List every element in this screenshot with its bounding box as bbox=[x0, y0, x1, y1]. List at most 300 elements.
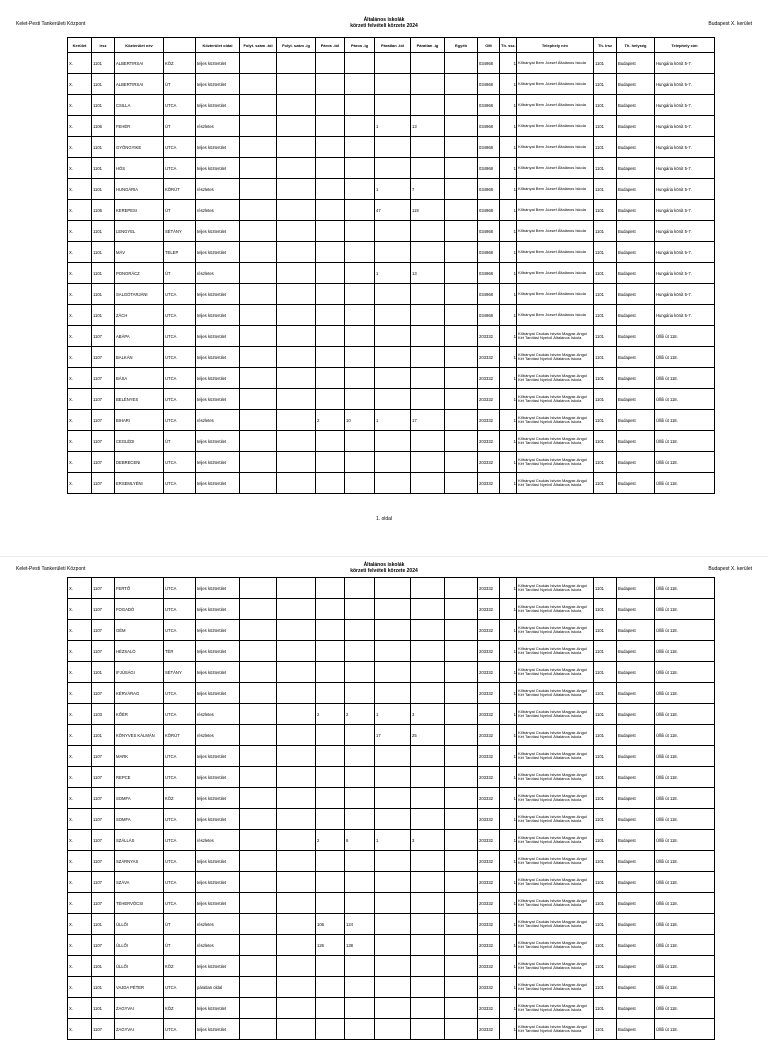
street-side-cell: teljes közterület bbox=[196, 578, 240, 599]
cont-to-cell bbox=[277, 305, 316, 326]
cont-from-cell bbox=[240, 788, 277, 809]
other-cell bbox=[445, 788, 478, 809]
cont-from-cell bbox=[240, 851, 277, 872]
site-no-cell: 1 bbox=[500, 137, 517, 158]
even-to-cell: 2 bbox=[345, 704, 375, 725]
om-cell: 203332 bbox=[478, 368, 500, 389]
om-cell: 034968 bbox=[478, 221, 500, 242]
site-postcode-cell: 1101 bbox=[594, 389, 617, 410]
cont-to-cell bbox=[277, 326, 316, 347]
district-cell: X. bbox=[68, 725, 92, 746]
site-address-cell: Hungária körút 5-7. bbox=[655, 305, 715, 326]
site-no-cell: 1 bbox=[500, 326, 517, 347]
table-row bbox=[68, 704, 715, 725]
street-side-cell: teljes közterület bbox=[196, 158, 240, 179]
street-name-cell: ZÁCH bbox=[115, 305, 164, 326]
street-side-cell: részletes bbox=[196, 263, 240, 284]
district-cell: X. bbox=[68, 95, 92, 116]
site-no-cell: 1 bbox=[500, 578, 517, 599]
site-city-cell: Budapest bbox=[617, 851, 655, 872]
street-type-cell: UTCA bbox=[164, 473, 196, 494]
odd-to-cell bbox=[411, 242, 445, 263]
site-name-cell: Kőbányai Csukás István Magyar-Angol Két Tanítási Nyelvű Általános Iskola bbox=[517, 893, 594, 914]
site-address-cell: Üllői út 118. bbox=[655, 788, 715, 809]
cont-to-cell bbox=[277, 977, 316, 998]
odd-to-cell bbox=[411, 851, 445, 872]
postcode-cell: 1107 bbox=[92, 431, 115, 452]
odd-to-cell: 119 bbox=[411, 200, 445, 221]
district-cell: X. bbox=[68, 683, 92, 704]
street-type-cell: KÖRÚT bbox=[164, 725, 196, 746]
odd-from-cell bbox=[375, 578, 411, 599]
street-side-cell: teljes közterület bbox=[196, 305, 240, 326]
postcode-cell: 1107 bbox=[92, 620, 115, 641]
street-type-cell: UTCA bbox=[164, 851, 196, 872]
om-cell: 203332 bbox=[478, 788, 500, 809]
postcode-cell: 1101 bbox=[92, 242, 115, 263]
column-header: Páratlan -tól bbox=[375, 38, 411, 53]
site-no-cell: 1 bbox=[500, 452, 517, 473]
even-to-cell bbox=[345, 851, 375, 872]
postcode-cell: 1101 bbox=[92, 305, 115, 326]
street-side-cell: teljes közterület bbox=[196, 347, 240, 368]
street-type-cell: UTCA bbox=[164, 305, 196, 326]
street-side-cell: részletes bbox=[196, 914, 240, 935]
site-no-cell: 1 bbox=[500, 746, 517, 767]
even-from-cell bbox=[316, 179, 345, 200]
other-cell bbox=[445, 956, 478, 977]
organization-name: Kelet-Pesti Tankerületi Központ bbox=[16, 566, 86, 572]
postcode-cell: 1107 bbox=[92, 599, 115, 620]
street-type-cell: SÉTÁNY bbox=[164, 662, 196, 683]
postcode-cell: 1107 bbox=[92, 368, 115, 389]
odd-from-cell bbox=[375, 389, 411, 410]
street-name-cell: SZÁVA bbox=[115, 872, 164, 893]
street-side-cell: teljes közterület bbox=[196, 1019, 240, 1040]
odd-to-cell bbox=[411, 578, 445, 599]
postcode-cell: 1107 bbox=[92, 578, 115, 599]
site-city-cell: Budapest bbox=[617, 662, 655, 683]
site-address-cell: Hungária körút 5-7. bbox=[655, 221, 715, 242]
odd-from-cell bbox=[375, 977, 411, 998]
table-row bbox=[68, 767, 715, 788]
even-from-cell bbox=[316, 431, 345, 452]
even-to-cell: 138 bbox=[345, 935, 375, 956]
even-to-cell bbox=[345, 116, 375, 137]
even-from-cell bbox=[316, 746, 345, 767]
odd-from-cell bbox=[375, 683, 411, 704]
district-cell: X. bbox=[68, 872, 92, 893]
cont-to-cell bbox=[277, 746, 316, 767]
table-row bbox=[68, 200, 715, 221]
site-address-cell: Hungária körút 5-7. bbox=[655, 263, 715, 284]
street-type-cell: TÉR bbox=[164, 641, 196, 662]
site-postcode-cell: 1101 bbox=[594, 158, 617, 179]
odd-from-cell bbox=[375, 1019, 411, 1040]
other-cell bbox=[445, 725, 478, 746]
even-to-cell: 10 bbox=[345, 410, 375, 431]
cont-from-cell bbox=[240, 809, 277, 830]
site-name-cell: Kőbányai Bem József Általános Iskola bbox=[517, 221, 594, 242]
site-postcode-cell: 1101 bbox=[594, 74, 617, 95]
site-address-cell: Üllői út 118. bbox=[655, 578, 715, 599]
street-type-cell: UTCA bbox=[164, 683, 196, 704]
om-cell: 203332 bbox=[478, 935, 500, 956]
even-from-cell bbox=[316, 452, 345, 473]
odd-to-cell bbox=[411, 305, 445, 326]
district-cell: X. bbox=[68, 242, 92, 263]
other-cell bbox=[445, 872, 478, 893]
odd-from-cell bbox=[375, 305, 411, 326]
postcode-cell: 1107 bbox=[92, 473, 115, 494]
site-city-cell: Budapest bbox=[617, 242, 655, 263]
odd-to-cell bbox=[411, 746, 445, 767]
column-header: Közterület név bbox=[115, 38, 164, 53]
even-from-cell bbox=[316, 578, 345, 599]
postcode-cell: 1107 bbox=[92, 830, 115, 851]
cont-to-cell bbox=[277, 830, 316, 851]
cont-to-cell bbox=[277, 683, 316, 704]
even-from-cell bbox=[316, 956, 345, 977]
site-name-cell: Kőbányai Bem József Általános Iskola bbox=[517, 137, 594, 158]
site-name-cell: Kőbányai Csukás István Magyar-Angol Két Tanítási Nyelvű Általános Iskola bbox=[517, 473, 594, 494]
cont-from-cell bbox=[240, 767, 277, 788]
site-city-cell: Budapest bbox=[617, 683, 655, 704]
street-name-cell: IFJÚSÁGI bbox=[115, 662, 164, 683]
site-city-cell: Budapest bbox=[617, 473, 655, 494]
even-to-cell bbox=[345, 284, 375, 305]
cont-from-cell bbox=[240, 452, 277, 473]
other-cell bbox=[445, 158, 478, 179]
cont-to-cell bbox=[277, 74, 316, 95]
street-side-cell: teljes közterület bbox=[196, 389, 240, 410]
cont-from-cell bbox=[240, 263, 277, 284]
om-cell: 034968 bbox=[478, 179, 500, 200]
odd-from-cell bbox=[375, 221, 411, 242]
cont-to-cell bbox=[277, 872, 316, 893]
odd-to-cell bbox=[411, 53, 445, 74]
column-header: Egyéb bbox=[445, 38, 478, 53]
district-cell: X. bbox=[68, 599, 92, 620]
site-address-cell: Hungária körút 5-7. bbox=[655, 74, 715, 95]
site-city-cell: Budapest bbox=[617, 431, 655, 452]
postcode-cell: 1107 bbox=[92, 683, 115, 704]
cont-to-cell bbox=[277, 116, 316, 137]
odd-from-cell bbox=[375, 662, 411, 683]
street-side-cell: teljes közterület bbox=[196, 998, 240, 1019]
site-postcode-cell: 1101 bbox=[594, 95, 617, 116]
site-address-cell: Üllői út 118. bbox=[655, 704, 715, 725]
even-from-cell bbox=[316, 95, 345, 116]
site-name-cell: Kőbányai Csukás István Magyar-Angol Két Tanítási Nyelvű Általános Iskola bbox=[517, 1019, 594, 1040]
odd-to-cell bbox=[411, 599, 445, 620]
street-side-cell: teljes közterület bbox=[196, 284, 240, 305]
site-no-cell: 1 bbox=[500, 956, 517, 977]
cont-from-cell bbox=[240, 998, 277, 1019]
site-city-cell: Budapest bbox=[617, 914, 655, 935]
other-cell bbox=[445, 221, 478, 242]
om-cell: 203332 bbox=[478, 431, 500, 452]
site-city-cell: Budapest bbox=[617, 767, 655, 788]
cont-to-cell bbox=[277, 578, 316, 599]
cont-from-cell bbox=[240, 725, 277, 746]
postcode-cell: 1101 bbox=[92, 53, 115, 74]
site-no-cell: 1 bbox=[500, 725, 517, 746]
om-cell: 203332 bbox=[478, 851, 500, 872]
site-name-cell: Kőbányai Csukás István Magyar-Angol Két Tanítási Nyelvű Általános Iskola bbox=[517, 368, 594, 389]
even-from-cell bbox=[316, 641, 345, 662]
street-type-cell: UTCA bbox=[164, 746, 196, 767]
cont-to-cell bbox=[277, 53, 316, 74]
postcode-cell: 1101 bbox=[92, 998, 115, 1019]
other-cell bbox=[445, 305, 478, 326]
cont-to-cell bbox=[277, 179, 316, 200]
street-type-cell: UTCA bbox=[164, 452, 196, 473]
column-header: Kerület bbox=[68, 38, 92, 53]
even-from-cell bbox=[316, 977, 345, 998]
site-postcode-cell: 1101 bbox=[594, 179, 617, 200]
even-from-cell bbox=[316, 998, 345, 1019]
postcode-cell: 1107 bbox=[92, 872, 115, 893]
site-no-cell: 1 bbox=[500, 914, 517, 935]
even-from-cell bbox=[316, 221, 345, 242]
site-name-cell: Kőbányai Bem József Általános Iskola bbox=[517, 200, 594, 221]
table-row bbox=[68, 599, 715, 620]
site-no-cell: 1 bbox=[500, 872, 517, 893]
site-no-cell: 1 bbox=[500, 809, 517, 830]
even-to-cell bbox=[345, 158, 375, 179]
odd-to-cell bbox=[411, 473, 445, 494]
street-type-cell: UTCA bbox=[164, 347, 196, 368]
district-cell: X. bbox=[68, 578, 92, 599]
street-name-cell: HÓS bbox=[115, 158, 164, 179]
street-side-cell: teljes közterület bbox=[196, 452, 240, 473]
street-type-cell: TELEP bbox=[164, 242, 196, 263]
site-address-cell: Üllői út 118. bbox=[655, 410, 715, 431]
street-name-cell: ZAGYVAI bbox=[115, 1019, 164, 1040]
odd-from-cell bbox=[375, 935, 411, 956]
cont-from-cell bbox=[240, 872, 277, 893]
site-name-cell: Kőbányai Csukás István Magyar-Angol Két Tanítási Nyelvű Általános Iskola bbox=[517, 914, 594, 935]
street-type-cell: UTCA bbox=[164, 767, 196, 788]
cont-to-cell bbox=[277, 662, 316, 683]
cont-to-cell bbox=[277, 725, 316, 746]
site-postcode-cell: 1101 bbox=[594, 578, 617, 599]
street-name-cell: KŐÉR bbox=[115, 704, 164, 725]
even-to-cell bbox=[345, 998, 375, 1019]
site-address-cell: Üllői út 118. bbox=[655, 641, 715, 662]
table-row bbox=[68, 893, 715, 914]
site-city-cell: Budapest bbox=[617, 116, 655, 137]
street-side-cell: teljes közterület bbox=[196, 599, 240, 620]
table-row bbox=[68, 914, 715, 935]
cont-from-cell bbox=[240, 935, 277, 956]
other-cell bbox=[445, 179, 478, 200]
om-cell: 203332 bbox=[478, 956, 500, 977]
district-cell: X. bbox=[68, 704, 92, 725]
site-postcode-cell: 1101 bbox=[594, 473, 617, 494]
site-postcode-cell: 1101 bbox=[594, 851, 617, 872]
street-type-cell: UTCA bbox=[164, 410, 196, 431]
district-cell: X. bbox=[68, 851, 92, 872]
site-name-cell: Kőbányai Bem József Általános Iskola bbox=[517, 116, 594, 137]
street-type-cell: ÚT bbox=[164, 74, 196, 95]
table-row bbox=[68, 431, 715, 452]
site-name-cell: Kőbányai Csukás István Magyar-Angol Két Tanítási Nyelvű Általános Iskola bbox=[517, 641, 594, 662]
site-postcode-cell: 1101 bbox=[594, 368, 617, 389]
site-address-cell: Üllői út 118. bbox=[655, 368, 715, 389]
odd-to-cell bbox=[411, 326, 445, 347]
cont-from-cell bbox=[240, 473, 277, 494]
odd-from-cell bbox=[375, 956, 411, 977]
street-type-cell: UTCA bbox=[164, 893, 196, 914]
street-name-cell: ÜLLŐI bbox=[115, 956, 164, 977]
district-cell: X. bbox=[68, 284, 92, 305]
om-cell: 034968 bbox=[478, 305, 500, 326]
postcode-cell: 1107 bbox=[92, 326, 115, 347]
site-name-cell: Kőbányai Bem József Általános Iskola bbox=[517, 53, 594, 74]
street-type-cell: ÚT bbox=[164, 116, 196, 137]
even-from-cell bbox=[316, 158, 345, 179]
street-side-cell: teljes közterület bbox=[196, 221, 240, 242]
postcode-cell: 1107 bbox=[92, 935, 115, 956]
even-to-cell bbox=[345, 788, 375, 809]
site-no-cell: 1 bbox=[500, 893, 517, 914]
site-name-cell: Kőbányai Csukás István Magyar-Angol Két Tanítási Nyelvű Általános Iskola bbox=[517, 683, 594, 704]
site-name-cell: Kőbányai Csukás István Magyar-Angol Két Tanítási Nyelvű Általános Iskola bbox=[517, 410, 594, 431]
site-no-cell: 1 bbox=[500, 284, 517, 305]
site-address-cell: Hungária körút 5-7. bbox=[655, 116, 715, 137]
site-no-cell: 1 bbox=[500, 473, 517, 494]
cont-from-cell bbox=[240, 641, 277, 662]
site-city-cell: Budapest bbox=[617, 893, 655, 914]
street-type-cell: UTCA bbox=[164, 389, 196, 410]
table-row bbox=[68, 725, 715, 746]
street-type-cell: UTCA bbox=[164, 326, 196, 347]
om-cell: 203332 bbox=[478, 914, 500, 935]
site-postcode-cell: 1101 bbox=[594, 137, 617, 158]
om-cell: 203332 bbox=[478, 767, 500, 788]
site-postcode-cell: 1101 bbox=[594, 242, 617, 263]
site-name-cell: Kőbányai Bem József Általános Iskola bbox=[517, 305, 594, 326]
odd-to-cell bbox=[411, 620, 445, 641]
street-name-cell: MÁV bbox=[115, 242, 164, 263]
site-address-cell: Üllői út 118. bbox=[655, 977, 715, 998]
even-to-cell bbox=[345, 767, 375, 788]
odd-from-cell bbox=[375, 347, 411, 368]
site-address-cell: Üllői út 118. bbox=[655, 725, 715, 746]
postcode-cell: 1107 bbox=[92, 893, 115, 914]
even-from-cell bbox=[316, 263, 345, 284]
om-cell: 203332 bbox=[478, 347, 500, 368]
site-city-cell: Budapest bbox=[617, 872, 655, 893]
street-name-cell: HÉZSALÓ bbox=[115, 641, 164, 662]
postcode-cell: 1101 bbox=[92, 221, 115, 242]
other-cell bbox=[445, 1019, 478, 1040]
cont-to-cell bbox=[277, 767, 316, 788]
other-cell bbox=[445, 116, 478, 137]
site-no-cell: 1 bbox=[500, 977, 517, 998]
om-cell: 203332 bbox=[478, 452, 500, 473]
even-from-cell bbox=[316, 326, 345, 347]
cont-from-cell bbox=[240, 1019, 277, 1040]
site-city-cell: Budapest bbox=[617, 305, 655, 326]
site-address-cell: Üllői út 118. bbox=[655, 851, 715, 872]
cont-to-cell bbox=[277, 410, 316, 431]
street-side-cell: részletes bbox=[196, 704, 240, 725]
site-postcode-cell: 1101 bbox=[594, 641, 617, 662]
page-2 bbox=[0, 556, 768, 1033]
table-row bbox=[68, 620, 715, 641]
postcode-cell: 1107 bbox=[92, 809, 115, 830]
site-city-cell: Budapest bbox=[617, 389, 655, 410]
odd-to-cell: 7 bbox=[411, 179, 445, 200]
even-to-cell bbox=[345, 599, 375, 620]
cont-from-cell bbox=[240, 620, 277, 641]
site-no-cell: 1 bbox=[500, 158, 517, 179]
om-cell: 203332 bbox=[478, 599, 500, 620]
street-name-cell: LENGYEL bbox=[115, 221, 164, 242]
om-cell: 034968 bbox=[478, 242, 500, 263]
om-cell: 203332 bbox=[478, 872, 500, 893]
cont-to-cell bbox=[277, 284, 316, 305]
table-row bbox=[68, 998, 715, 1019]
table-row bbox=[68, 809, 715, 830]
other-cell bbox=[445, 53, 478, 74]
odd-from-cell bbox=[375, 599, 411, 620]
street-side-cell: teljes közterület bbox=[196, 326, 240, 347]
odd-from-cell bbox=[375, 641, 411, 662]
site-city-cell: Budapest bbox=[617, 200, 655, 221]
cont-from-cell bbox=[240, 578, 277, 599]
site-no-cell: 1 bbox=[500, 431, 517, 452]
street-side-cell: részletes bbox=[196, 725, 240, 746]
site-address-cell: Üllői út 118. bbox=[655, 830, 715, 851]
site-no-cell: 1 bbox=[500, 242, 517, 263]
district-cell: X. bbox=[68, 956, 92, 977]
site-name-cell: Kőbányai Csukás István Magyar-Angol Két Tanítási Nyelvű Általános Iskola bbox=[517, 599, 594, 620]
even-from-cell: 126 bbox=[316, 935, 345, 956]
site-name-cell: Kőbányai Csukás István Magyar-Angol Két Tanítási Nyelvű Általános Iskola bbox=[517, 809, 594, 830]
other-cell bbox=[445, 977, 478, 998]
site-name-cell: Kőbányai Csukás István Magyar-Angol Két Tanítási Nyelvű Általános Iskola bbox=[517, 872, 594, 893]
other-cell bbox=[445, 95, 478, 116]
cont-to-cell bbox=[277, 893, 316, 914]
even-to-cell bbox=[345, 620, 375, 641]
odd-from-cell bbox=[375, 95, 411, 116]
even-to-cell bbox=[345, 389, 375, 410]
table-row bbox=[68, 473, 715, 494]
site-city-cell: Budapest bbox=[617, 74, 655, 95]
cont-to-cell bbox=[277, 389, 316, 410]
postcode-cell: 1107 bbox=[92, 746, 115, 767]
district-cell: X. bbox=[68, 788, 92, 809]
other-cell bbox=[445, 368, 478, 389]
table-row bbox=[68, 221, 715, 242]
document-title bbox=[0, 17, 768, 29]
site-name-cell: Kőbányai Csukás István Magyar-Angol Két Tanítási Nyelvű Általános Iskola bbox=[517, 347, 594, 368]
site-postcode-cell: 1101 bbox=[594, 746, 617, 767]
odd-from-cell: 1 bbox=[375, 704, 411, 725]
site-address-cell: Üllői út 118. bbox=[655, 683, 715, 704]
odd-from-cell bbox=[375, 893, 411, 914]
street-side-cell: teljes közterület bbox=[196, 95, 240, 116]
street-type-cell: KÖZ bbox=[164, 788, 196, 809]
site-address-cell: Üllői út 118. bbox=[655, 389, 715, 410]
district-name: Budapest X. kerület bbox=[708, 21, 752, 27]
cont-to-cell bbox=[277, 851, 316, 872]
site-name-cell: Kőbányai Csukás István Magyar-Angol Két Tanítási Nyelvű Általános Iskola bbox=[517, 725, 594, 746]
